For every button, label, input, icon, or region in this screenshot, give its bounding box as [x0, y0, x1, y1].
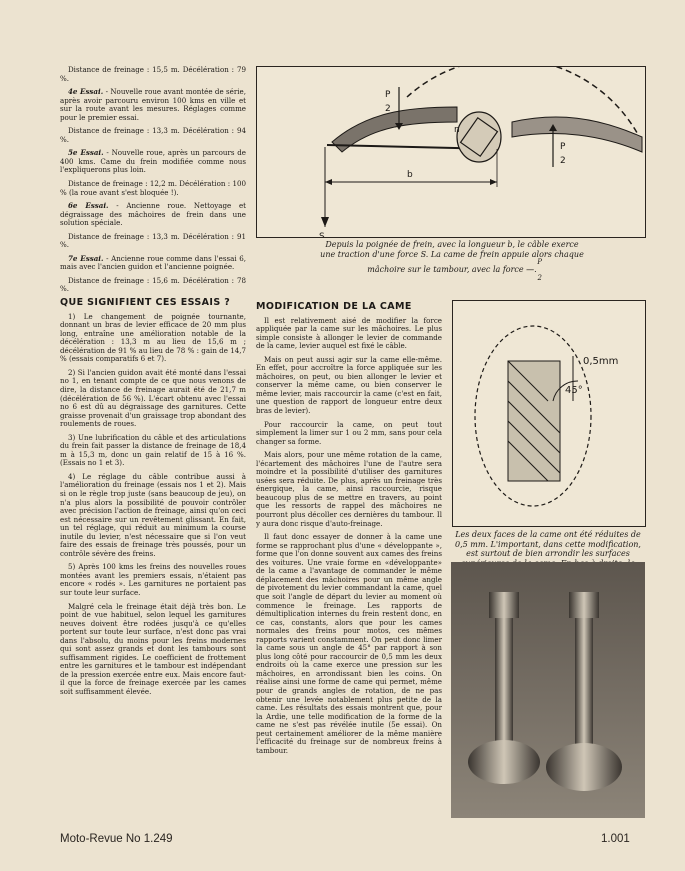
label-dimension: 0,5mm — [583, 356, 619, 367]
label-p-right: P — [560, 142, 566, 152]
paragraph-text: - Nouvelle roue avant montée de série, après avoir parcouru environ 100 kms en ville et sur la route avant les mesures. Réglages comme pour le premier essai. — [60, 87, 246, 122]
label-angle: 45° — [565, 385, 583, 396]
cam-photo — [451, 562, 645, 818]
cam-head-right — [546, 743, 622, 791]
cam-shape-diagram — [452, 300, 646, 527]
label-p-right-den: 2 — [560, 156, 566, 166]
paragraph: 2) Si l'ancien guidon avait été monté dans l'essai no 1, en tenant compte de ce que nous venons de dire, la distance de freinage aurait été de 21,7 m (décélération de 56 %). L'écart obtenu avec l'essai no 6 est dû au dégraissage des garnitures. Cette graisse provenait d'un graissage trop abondant des roulements de roues. — [60, 367, 246, 429]
paragraph: Mais alors, pour une même rotation de la came, l'écartement des mâchoires l'une de l'autre sera moindre et la possibilité d'utiliser des garnitures usées sera réduite. De plus, après un freinage très énergique, la came, ainsi raccourcie, risque beaucoup plus de se mettre en travers, au point que les ressorts de rappel des mâchoires ne pourront plus décoller ces dernières du tambour. Il y aura donc risque d'auto-freinage. — [256, 450, 442, 528]
essai-label: 6e Essai. — [68, 201, 109, 211]
paragraph — [60, 88, 246, 122]
label-b: b — [407, 170, 413, 180]
paragraph: Distance de freinage : 15,6 m. Décélération : 78 %. — [60, 275, 246, 294]
paragraph: Il faut donc essayer de donner à la came une forme se rapprochant plus d'une « développante », forme que l'on donne souvent aux cames des freins des voitures. Une vraie forme en «développante» de la came a l'avantage de commander le même déplacement des mâchoires pour un même angle de pivotement du levier commandant la came, quel que soit l'angle de départ du levier au moment où commence le freinage. Les rapports de démultiplication internes du frein restent donc, en ce cas, constants, alors que pour les cames normales des freins pour motos, ces mêmes rapports varient constamment. On peut donc limer la came sous un angle de 45° par rapport à son plus long côté pour raccourcir de 0,5 mm les deux endroits où la came exerce une pression sur les mâchoires, en arrondissant bien les coins. On réalise ainsi une forme de came qui permet, même pour de grands angles de rotation, de ne pas obtenir une levée notablement plus petite de la came. Les résultats des essais montrent que, pour la Ardie, une telle modification de la forme de la came ne s'est pas révélée inutile (5e essai). On peut certainement améliorer de la même manière l'efficacité du freinage sur de nombreux freins à tambour. — [256, 532, 442, 755]
cam-outline — [457, 112, 501, 162]
paragraph — [60, 202, 246, 228]
paragraph-text: - Ancienne roue comme dans l'essai 6, mais avec l'ancien guidon et l'ancienne poignée. — [60, 253, 246, 272]
cam-head-left — [468, 740, 540, 784]
cam-shape-drawing — [453, 301, 645, 526]
paragraph-text: - Ancienne roue. Nettoyage et dégraissage des mâchoires de frein dans une solution spéciale. — [60, 201, 246, 228]
figure2-caption: Les deux faces de la came ont été réduites de 0,5 mm. L'important, dans cette modification, est surtout de bien arrondir les surfaces — [455, 530, 641, 558]
middle-column — [256, 303, 442, 760]
label-n: n — [454, 125, 460, 135]
paragraph: Distance de freinage : 13,3 m. Décélération : 91 %. — [60, 231, 246, 250]
footer-page-number: 1.001 — [601, 833, 630, 845]
essai-label: 5e Essai. — [68, 148, 104, 158]
paragraph-text: - Nouvelle roue, après un parcours de 400 kms. Came du frein modifiée comme nous l'expliquerons plus loin. — [60, 148, 247, 175]
arrowhead — [490, 179, 497, 185]
cam-photo-drawing — [451, 562, 645, 818]
paragraph: 5) Après 100 kms les freins des nouvelles roues montées avant les premiers essais, n'étaient pas encore « rodés ». Les garnitures ne portaient pas sur toute leur surface. — [60, 562, 246, 597]
paragraph: Distance de freinage : 15,5 m. Décélération : 79 %. — [60, 65, 246, 83]
paragraph — [60, 149, 246, 175]
paragraph — [60, 255, 246, 272]
arrowhead — [321, 217, 329, 227]
essai-label: 4e Essai. — [68, 87, 104, 97]
cam-section — [508, 361, 560, 481]
caption-line: une traction d'une force S. La came de frein appuie alors chaque — [320, 249, 584, 259]
caption-line: Depuis la poignée de frein, avec la longueur b, le câble exerce — [325, 240, 579, 249]
label-s: S — [319, 232, 325, 237]
paragraph: Pour raccourcir la came, on peut tout simplement la limer sur 1 ou 2 mm, sans pour cela changer sa forme. — [256, 419, 442, 446]
cam-shaft-right — [575, 618, 593, 748]
paragraph: 3) Une lubrification du câble et des articulations du frein fait passer la distance de freinage de 18,4 m à 15,3 m, donc un gain relatif de 15 à 16 %. (Essais no 1 et 3). — [60, 432, 246, 468]
right-shoe-shape — [512, 117, 642, 152]
cam-spline-right — [569, 592, 599, 618]
cam-lever-drawing — [257, 67, 645, 237]
essai-label: 7e Essai. — [68, 253, 104, 263]
figure1-caption — [262, 240, 642, 281]
paragraph: Distance de freinage : 13,3 m. Décélération : 94 %. — [60, 126, 246, 144]
paragraph: Mais on peut aussi agir sur la came elle-même. En effet, pour accroître la force appliquée sur les mâchoires, on peut, ou bien allonger le levier et conserver la même came, ou bien conserver le même levier, mais raccourcir la came (c'est en fait, une question de rapport de longueur entre deux bras de levier). — [256, 354, 442, 416]
paragraph: Malgré cela le freinage était déjà très bon. Le point de vue habituel, selon lequel les garnitures neuves doivent être rodées jusqu'à ce qu'elles portent sur toute leur surface, n'est donc pas vrai dans l'absolu, du moins pour les freins modernes qui sont assez grands et dont les tambours sont suffisamment rigides. Le coefficient de frottement entre les garnitures et le tambour est indépendant de la pression exercée entre eux. Mais encore faut-il que la force de freinage exercée par les cames soit suffisamment élevée. — [60, 601, 246, 696]
paragraph: 4) Le réglage du câble contribue aussi à l'amélioration du freinage (essais nos 1 et 2). Mais si on le règle trop juste (sans beaucoup de jeu), on n'a plus alors la possibilité de pouvoir contrôler avec précision l'action de freinage, ainsi qu'on ceci est nécessaire sur un revêtement glissant. En fait, un tel réglage, qui réduit au minimum la course inutile du levier, n'est nécessaire que si l'on veut faire des essais de freinage très poussés, pour un contrôle sévère des freins. — [60, 471, 246, 558]
label-p-left: P — [385, 90, 391, 100]
section-title: MODIFICATION DE LA CAME — [256, 301, 412, 312]
arrowhead — [325, 179, 332, 185]
paragraph: Il est relativement aisé de modifier la force appliquée par la came sur les mâchoires. Le plus simple consiste à allonger le levier de commande de la came, levier auquel est fixé le câble. — [256, 315, 442, 351]
caption-frac-num: P — [537, 258, 542, 266]
paragraph: 1) Le changement de poignée tournante, donnant un bras de levier efficace de 20 mm plus long, entraîne une amélioration notable de la décélération : 13,3 m au lieu de 15,6 m ; décélération de 91 % au lieu de 78 % : gain de 14,7 % (essais comparatifs 6 et 7). — [60, 311, 246, 364]
left-column — [60, 66, 246, 702]
section-title: QUE SIGNIFIENT CES ESSAIS ? — [60, 297, 231, 309]
label-p-left-den: 2 — [385, 104, 391, 114]
caption-line: mâchoire sur le tambour, avec la force —. — [367, 265, 537, 274]
cam-shaft-left — [495, 618, 513, 748]
paragraph: Distance de freinage : 12,2 m. Décélération : 100 % (la roue avant s'est bloquée !). — [60, 179, 246, 197]
caption-frac-den: 2 — [537, 273, 542, 282]
cam-lever-diagram — [256, 66, 646, 238]
cam-spline-left — [489, 592, 519, 618]
footer-magazine: Moto-Revue No 1.249 — [60, 833, 173, 845]
